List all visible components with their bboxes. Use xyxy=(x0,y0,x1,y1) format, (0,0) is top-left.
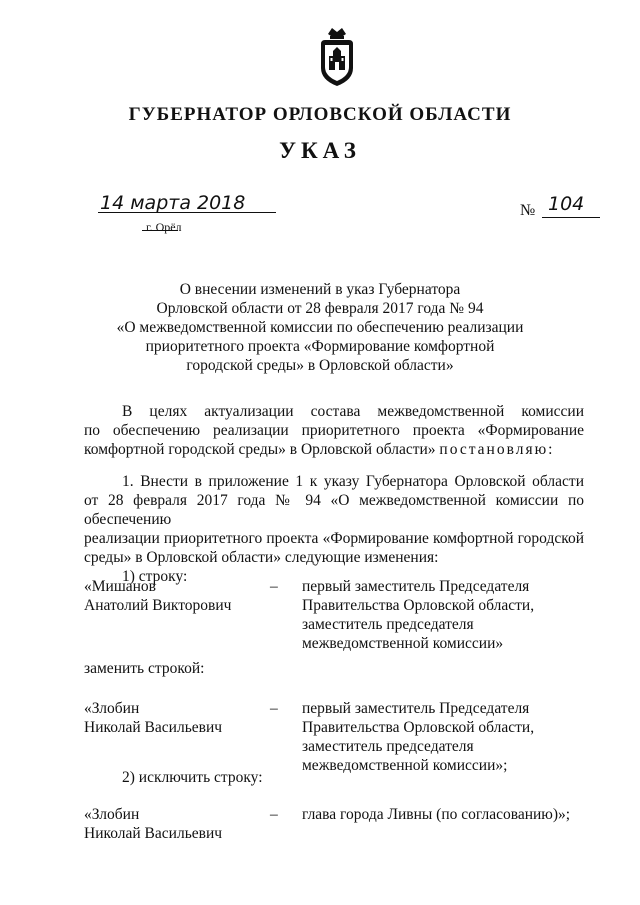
item-1-line: реализации приоритетного проекта «Формирование комфортной городской xyxy=(84,530,584,547)
dash: – xyxy=(270,700,278,717)
subject-line: Орловской области от 28 февраля 2017 года № 94 xyxy=(156,300,484,317)
item-1-line: среды» в Орловской области» следующие изменения: xyxy=(84,549,439,566)
issuing-authority: ГУБЕРНАТОР ОРЛОВСКОЙ ОБЛАСТИ xyxy=(128,104,512,125)
preamble-line: В целях актуализации состава межведомственной комиссии xyxy=(122,403,584,420)
member-name xyxy=(84,699,274,737)
name-line: Николай Васильевич xyxy=(84,719,223,736)
member-name xyxy=(84,577,274,615)
decree-word: постановляю: xyxy=(439,441,555,458)
member-position xyxy=(302,699,602,775)
member-position xyxy=(302,805,602,824)
replace-with-label: заменить строкой: xyxy=(84,660,205,677)
name-line: Николай Васильевич xyxy=(84,825,223,842)
sub-item-2: 2) исключить строку: xyxy=(122,769,263,786)
name-line: Анатолий Викторович xyxy=(84,597,232,614)
preamble-paragraph xyxy=(84,402,584,459)
item-1-line: от 28 февраля 2017 года № 94 «О межведомственной комиссии по обеспечению xyxy=(84,492,584,528)
subject-line: «О межведомственной комиссии по обеспечению реализации xyxy=(116,319,524,336)
position-line: заместитель председателя xyxy=(302,738,474,755)
decree-subject xyxy=(110,280,530,375)
position-line: Правительства Орловской области, xyxy=(302,597,535,614)
number-label: № xyxy=(520,202,536,219)
preamble-line: по обеспечению реализации приоритетного проекта «Формирование xyxy=(84,422,584,439)
subject-line: городской среды» в Орловской области» xyxy=(186,357,454,374)
handwritten-number: 104 xyxy=(548,193,585,215)
member-name xyxy=(84,805,274,843)
position-line: первый заместитель Председателя xyxy=(302,700,530,717)
position-line: Правительства Орловской области, xyxy=(302,719,535,736)
position-line: межведомственной комиссии» xyxy=(302,635,504,652)
coat-of-arms-icon xyxy=(318,26,356,88)
position-line: межведомственной комиссии»; xyxy=(302,757,508,774)
subject-line: приоритетного проекта «Формирование комфортной xyxy=(145,338,495,355)
position-line: первый заместитель Председателя xyxy=(302,578,530,595)
number-underline xyxy=(542,217,600,218)
handwritten-date: 14 марта 2018 xyxy=(100,192,246,214)
dash: – xyxy=(270,578,278,595)
subject-line: О внесении изменений в указ Губернатора xyxy=(179,281,461,298)
member-position xyxy=(302,577,602,653)
position-line: заместитель председателя xyxy=(302,616,474,633)
preamble-line-last xyxy=(84,440,584,459)
dash: – xyxy=(270,806,278,823)
item-1-line: 1. Внести в приложение 1 к указу Губернатора Орловской области xyxy=(122,473,584,490)
name-line: «Мишанов xyxy=(84,578,157,595)
name-line: «Злобин xyxy=(84,806,140,823)
city-label: г. Орёл xyxy=(146,220,182,234)
item-1-paragraph xyxy=(84,472,584,586)
document-type: УКАЗ xyxy=(279,138,361,163)
sub-item-1: 1) строку: xyxy=(122,568,188,585)
name-line: «Злобин xyxy=(84,700,140,717)
preamble-line: комфортной городской среды» в Орловской области» xyxy=(84,441,436,458)
position-line: глава города Ливны (по согласованию)»; xyxy=(302,806,571,823)
